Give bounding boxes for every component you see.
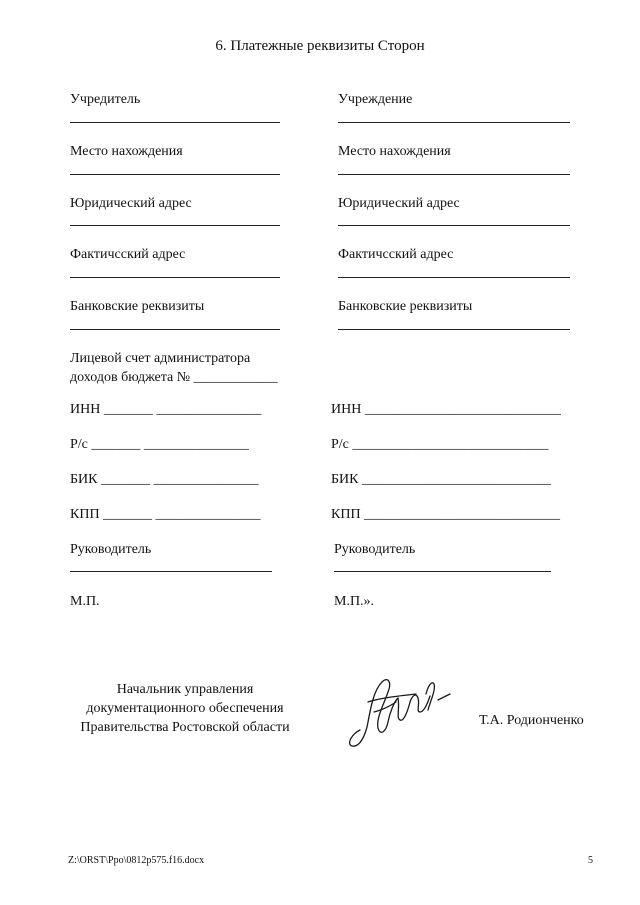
left-inn: ИНН _______ _______________ [70, 402, 262, 417]
institution-line [338, 122, 570, 123]
left-head-line [70, 571, 272, 572]
signatory-position-line-1: Начальник управления [116, 682, 254, 697]
signatory-position [60, 680, 310, 737]
left-rs: Р/с _______ _______________ [70, 437, 249, 452]
institution-label: Учреждение [338, 92, 413, 107]
left-legal-address-line [70, 225, 280, 226]
left-legal-address-label: Юридический адрес [70, 196, 192, 211]
right-bank-details-line [338, 329, 570, 330]
left-bik: БИК _______ _______________ [70, 472, 259, 487]
signatory-position-line-3: Правительства Ростовской области [80, 720, 290, 735]
right-legal-address-line [338, 225, 570, 226]
left-location-label: Место нахождения [70, 144, 183, 159]
right-legal-address-label: Юридический адрес [338, 196, 460, 211]
founder-label: Учредитель [70, 92, 141, 107]
left-location-line [70, 174, 280, 175]
right-location-label: Место нахождения [338, 144, 451, 159]
right-location-line [338, 174, 570, 175]
handwritten-signature [338, 672, 458, 752]
account-line-1: Лицевой счет администратора [70, 351, 251, 366]
left-actual-address-label: Фактичсский адрес [70, 247, 186, 262]
left-head-label: Руководитель [70, 542, 152, 557]
left-bank-details-label: Банковские реквизиты [70, 299, 205, 314]
right-rs: Р/с ____________________________ [331, 437, 549, 452]
right-actual-address-label: Фактичсский адрес [338, 247, 454, 262]
left-kpp: КПП _______ _______________ [70, 507, 261, 522]
page-number: 5 [588, 855, 593, 866]
left-stamp: М.П. [70, 594, 100, 609]
signatory-name: Т.А. Родионченко [479, 713, 584, 728]
signatory-position-line-2: документационного обеспечения [86, 701, 284, 716]
right-kpp: КПП ____________________________ [331, 507, 561, 522]
right-stamp: М.П.». [334, 594, 375, 609]
right-bank-details-label: Банковские реквизиты [338, 299, 473, 314]
left-bank-details-line [70, 329, 280, 330]
right-inn: ИНН ____________________________ [331, 402, 561, 417]
account-block [70, 349, 330, 387]
founder-line [70, 122, 280, 123]
right-head-line [334, 571, 551, 572]
left-actual-address-line [70, 277, 280, 278]
right-head-label: Руководитель [334, 542, 416, 557]
right-bik: БИК ___________________________ [331, 472, 551, 487]
account-line-2: доходов бюджета № ____________ [70, 370, 278, 385]
right-actual-address-line [338, 277, 570, 278]
section-title: 6. Платежные реквизиты Сторон [215, 38, 425, 54]
footer-file-path: Z:\ORST\Ppo\0812p575.f16.docx [68, 855, 205, 866]
